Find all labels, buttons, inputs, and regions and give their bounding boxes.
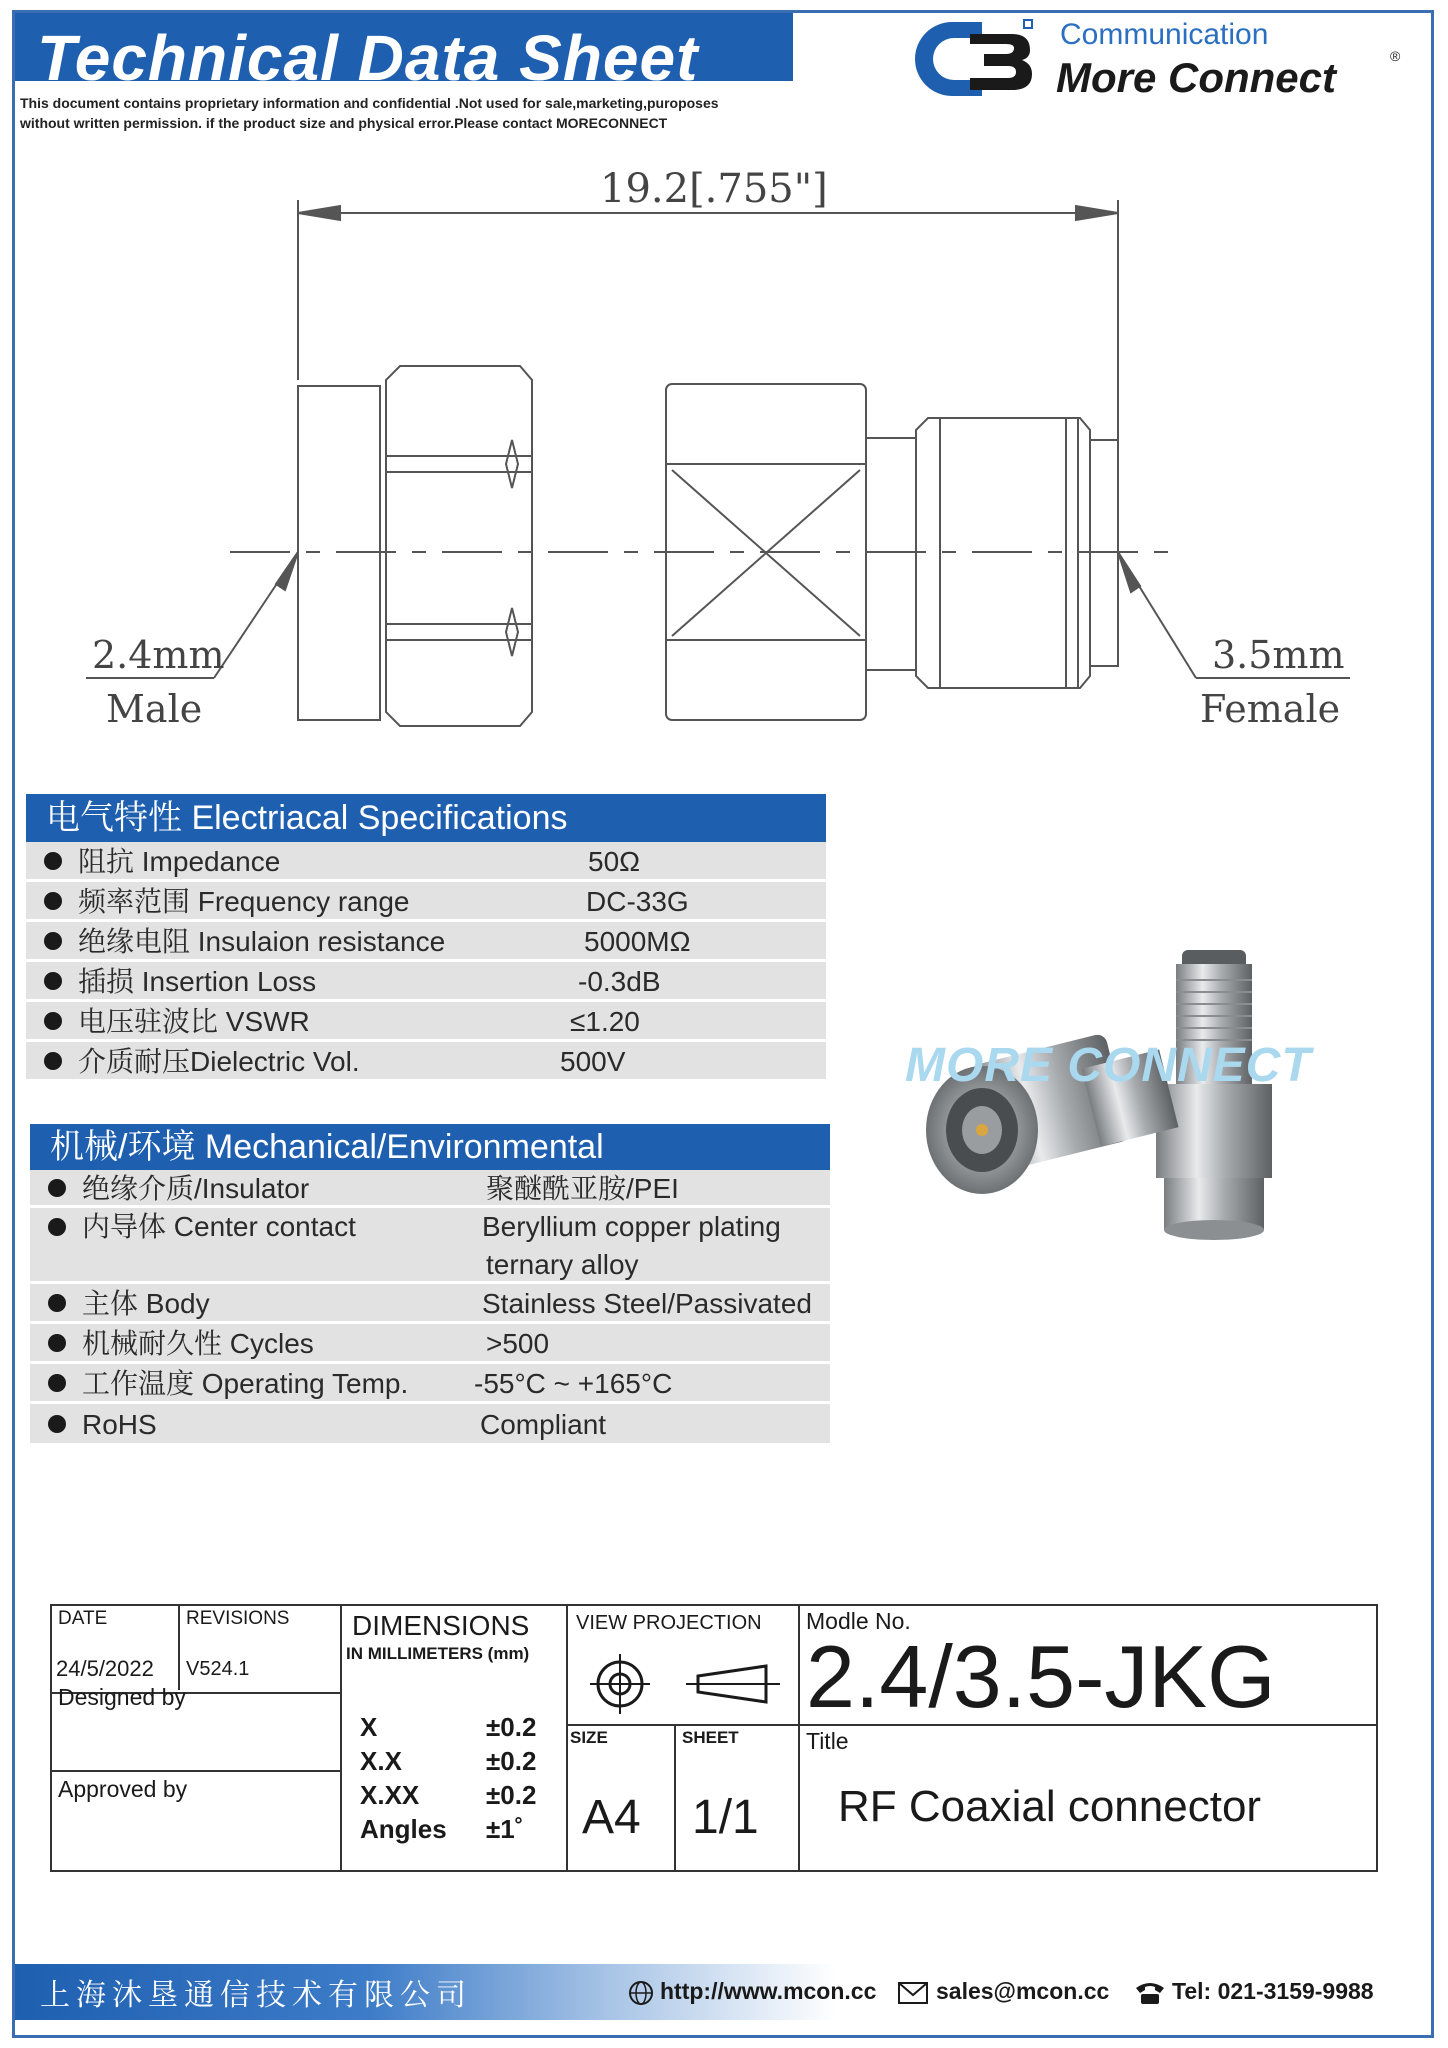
spec-value: 聚醚酰亚胺/PEI [486,1173,679,1204]
size-label: SIZE [570,1728,608,1747]
spec-label: 频率范围 Frequency range [78,886,410,917]
spec-value: ≤1.20 [570,1006,640,1037]
tolerance-key: X [360,1712,378,1742]
spec-row-center-contact [30,1208,830,1284]
spec-row-body [30,1284,830,1324]
website-link[interactable]: http://www.mcon.cc [660,1978,877,2004]
divider [52,1770,340,1772]
sheet-label: SHEET [682,1728,739,1747]
tolerance-key: X.X [360,1746,402,1776]
bullet-icon [48,1374,66,1392]
spec-value-continued: ternary alloy [486,1249,639,1280]
spec-label: 介质耐压Dielectric Vol. [78,1046,360,1077]
spec-value: DC-33G [586,886,689,917]
overall-length-dimension: 19.2[.755"] [600,166,828,212]
spec-label: 绝缘介质/Insulator [82,1173,310,1204]
watermark: MORE CONNECT [905,1039,1312,1092]
dimensions-unit: IN MILLIMETERS (mm) [346,1644,530,1663]
spec-row-rohs [30,1404,830,1446]
bullet-icon [44,972,62,990]
divider [178,1606,180,1690]
projection-symbol-icon [586,1652,786,1716]
divider [340,1606,342,1870]
tolerance-values [486,1710,536,1846]
technical-drawing [0,0,1448,780]
spec-row-dielectric [26,1042,826,1082]
brand-name: More Connect [1056,54,1337,101]
spec-value: -0.3dB [578,966,661,997]
revisions-label: REVISIONS [186,1608,290,1629]
mechanical-specs-table [30,1124,830,1446]
tolerance-key: Angles [360,1814,447,1844]
model-label: Modle No. [806,1608,911,1634]
divider [566,1606,568,1870]
mail-icon [898,1982,928,2004]
spec-value: 50Ω [588,846,641,877]
electrical-specs-table [26,794,826,1082]
bullet-icon [44,1052,62,1070]
divider [674,1724,676,1870]
spec-row-insertion-loss [26,962,826,1002]
view-projection-label: VIEW PROJECTION [576,1612,762,1634]
spec-label: 插损 Insertion Loss [78,966,317,997]
model-number: 2.4/3.5-JKG [806,1627,1276,1726]
brand-tagline: Communication [1060,18,1269,51]
dimensions-label: DIMENSIONS [352,1610,530,1641]
bullet-icon [44,892,62,910]
size-value: A4 [582,1791,641,1844]
tolerance-keys [360,1710,447,1846]
left-connector-gender: Male [106,687,203,731]
registered-mark: ® [1390,48,1401,64]
spec-row-insulation [26,922,826,962]
bullet-icon [44,932,62,950]
spec-value: Compliant [480,1409,607,1440]
company-name-cn: 上海沐垦通信技术有限公司 [40,1978,472,2013]
globe-icon [628,1980,654,2006]
spec-label: 阻抗 Impedance [78,846,281,877]
spec-row-vswr [26,1002,826,1042]
left-connector-size: 2.4mm [92,633,225,677]
spec-value: >500 [486,1328,550,1359]
mechanical-specs-heading: 机械/环境 Mechanical/Environmental [30,1124,830,1170]
spec-value: Stainless Steel/Passivated [482,1288,812,1319]
spec-value: Beryllium copper plating [482,1211,781,1242]
bullet-icon [48,1294,66,1312]
revision-value: V524.1 [186,1658,250,1680]
bullet-icon [44,1012,62,1030]
tolerance-value: ±0.2 [486,1780,537,1810]
right-connector-gender: Female [1200,687,1341,731]
designed-by-label: Designed by [58,1684,186,1710]
disclaimer-line-1: This document contains proprietary information and confidential .Not used for sale,marketing,puroposes [20,95,719,111]
bullet-icon [48,1415,66,1433]
spec-value: 5000MΩ [584,926,691,957]
bullet-icon [44,852,62,870]
tolerance-value: ±1˚ [486,1814,524,1844]
spec-value: 500V [560,1046,626,1077]
spec-label: 工作温度 Operating Temp. [82,1368,409,1399]
bullet-icon [48,1218,66,1236]
tolerance-value: ±0.2 [486,1712,537,1742]
spec-label: RoHS [82,1409,157,1440]
bullet-icon [48,1334,66,1352]
sheet-value: 1/1 [692,1791,759,1844]
spec-row-operating-temp [30,1364,830,1404]
telephone: Tel: 021-3159-9988 [1172,1978,1374,2004]
spec-label: 主体 Body [82,1288,210,1319]
spec-label: 绝缘电阻 Insulaion resistance [78,926,446,957]
spec-row-frequency [26,882,826,922]
document-title: Technical Data Sheet [37,22,699,94]
email-link[interactable]: sales@mcon.cc [936,1978,1110,2004]
phone-icon [1134,1980,1166,2006]
spec-label: 内导体 Center contact [82,1211,356,1242]
spec-row-insulator [30,1170,830,1208]
tolerance-key: X.XX [360,1780,420,1810]
right-connector-size: 3.5mm [1212,633,1345,677]
spec-label: 机械耐久性 Cycles [82,1328,314,1359]
date-label: DATE [58,1608,108,1629]
disclaimer-line-2: without written permission. if the product size and physical error.Please contact MORECONNECT [20,115,668,131]
electrical-specs-heading: 电气特性 Electriacal Specifications [26,794,826,842]
date-value: 24/5/2022 [56,1656,154,1681]
bullet-icon [48,1179,66,1197]
product-title: RF Coaxial connector [838,1782,1262,1831]
spec-value: -55°C ~ +165°C [474,1368,673,1399]
spec-row-impedance [26,842,826,882]
divider [798,1606,800,1870]
spec-row-cycles [30,1324,830,1364]
title-block [50,1604,1378,1872]
approved-by-label: Approved by [58,1776,188,1802]
spec-label: 电压驻波比 VSWR [78,1006,310,1037]
title-label: Title [806,1728,849,1754]
product-photo [920,940,1360,1270]
tolerance-value: ±0.2 [486,1746,537,1776]
